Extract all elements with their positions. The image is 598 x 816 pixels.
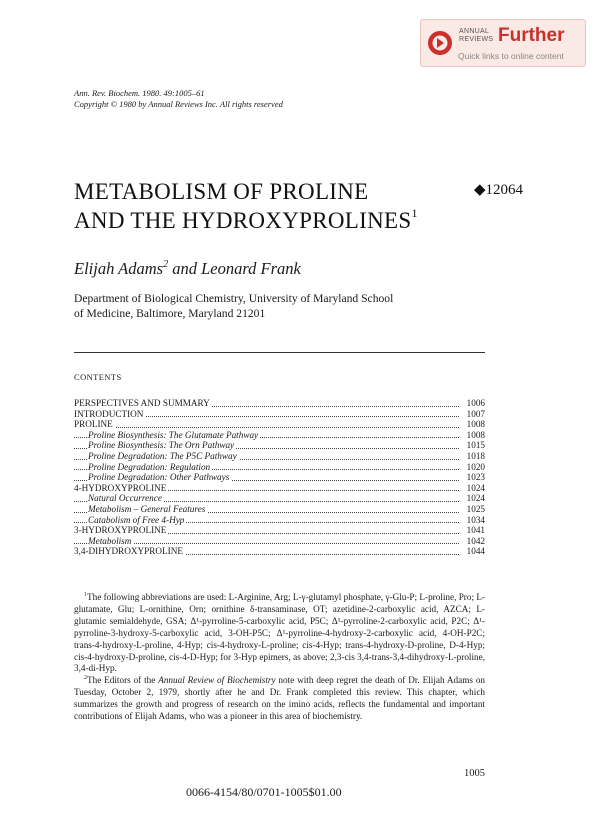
toc-entry-label: 3-HYDROXYPROLINE — [74, 525, 167, 536]
toc-entry-label: 4-HYDROXYPROLINE — [74, 482, 167, 493]
divider-rule — [74, 352, 485, 353]
toc-entry-page: 1007 — [459, 409, 485, 420]
footnote-2-text-end: note with deep regret the death of Dr. Elijah Adams on Tuesday, October 2, 1979, shortly after he and Dr. Frank completed this review. This chapter, which summarizes the growth and progress of research on the imino acids, reflects the fundamental and important contributions of Elijah Adams, who was a pioneer in this area of biochemistry. — [74, 675, 486, 722]
author-adams: Elijah Adams — [74, 259, 164, 278]
toc-entry-label: Catabolism of Free 4-Hyp — [88, 514, 185, 525]
toc-entry[interactable] — [74, 483, 485, 494]
toc-entry-page: 1008 — [459, 419, 485, 430]
toc-entry-page: 1008 — [459, 430, 485, 441]
toc-entry-label: Natural Occurrence — [88, 493, 162, 504]
title-line-1: METABOLISM OF PROLINE — [74, 179, 369, 204]
toc-entry-page: 1034 — [459, 515, 485, 526]
toc-entry[interactable] — [74, 440, 485, 451]
footer-code: 0066-4154/80/0701-1005$01.00 — [186, 785, 342, 799]
annual-reviews-wordmark — [459, 28, 493, 44]
toc-entry[interactable] — [74, 472, 485, 483]
citation-journal: Ann. Rev. Biochem. 1980. 49:1005–61 — [74, 88, 205, 98]
affiliation-line-2: of Medicine, Baltimore, Maryland 21201 — [74, 306, 266, 320]
further-tagline: Quick links to online content — [458, 51, 564, 61]
toc-entry-label: Proline Degradation: The P5C Pathway — [88, 450, 237, 461]
toc-entry-page: 1006 — [459, 398, 485, 409]
toc-entry-page: 1042 — [459, 536, 485, 547]
author-frank: Leonard Frank — [201, 259, 301, 278]
footnote-2-journal: Annual Review of Biochemistry — [158, 675, 276, 686]
toc-entry[interactable] — [74, 536, 485, 547]
toc-entry-label: Metabolism — [88, 535, 132, 546]
toc-entry[interactable] — [74, 451, 485, 462]
toc-entry-label: INTRODUCTION — [74, 408, 144, 419]
toc-entry-page: 1025 — [459, 504, 485, 515]
further-label: Further — [498, 25, 565, 46]
toc-entry[interactable] — [74, 525, 485, 536]
toc-entry-label: PERSPECTIVES AND SUMMARY — [74, 398, 210, 408]
footnote-2-mark: 2 — [84, 675, 87, 682]
author-conjunction: and — [168, 259, 202, 278]
toc-entry-page: 1015 — [459, 440, 485, 451]
toc-entry-page: 1041 — [459, 525, 485, 536]
footnotes — [74, 592, 485, 723]
footnote-2-text-start: The Editors of the — [87, 675, 159, 686]
reviews-label: REVIEWS — [459, 36, 494, 43]
page-number: 1005 — [464, 768, 485, 779]
article-title — [74, 177, 418, 235]
citation-copyright: Copyright © 1980 by Annual Reviews Inc. All rights reserved — [74, 99, 283, 109]
toc-entry-page: 1018 — [459, 451, 485, 462]
toc-entry[interactable] — [74, 504, 485, 515]
toc-entry-label: Proline Biosynthesis: The Orn Pathway — [88, 440, 235, 451]
toc-entry-label: Proline Degradation: Regulation — [88, 461, 211, 472]
toc-entry-label: Metabolism – General Features — [88, 503, 206, 514]
toc-leader-dots — [74, 427, 459, 428]
title-line-2-text: AND THE HYDROXYPROLINES — [74, 208, 412, 233]
annual-label: ANNUAL — [459, 28, 490, 35]
toc-entry-label: Proline Degradation: Other Pathways — [88, 472, 230, 483]
toc-entry[interactable] — [74, 462, 485, 473]
annual-reviews-logo-icon — [427, 30, 453, 56]
title-footnote-mark[interactable]: 1 — [411, 206, 418, 220]
toc-entry[interactable] — [74, 515, 485, 526]
affiliation — [74, 292, 393, 321]
reference-number: ◆12064 — [474, 182, 524, 198]
toc-entry-page: 1024 — [459, 493, 485, 504]
title-line-2 — [74, 206, 418, 235]
footnote-2 — [74, 675, 485, 723]
toc-entry-page: 1044 — [459, 546, 485, 557]
toc-entry[interactable] — [74, 419, 485, 430]
footnote-1 — [74, 592, 485, 675]
toc-entry-label: Proline Biosynthesis: The Glutamate Pathway — [88, 429, 259, 440]
toc-entry-page: 1020 — [459, 462, 485, 473]
contents-heading: CONTENTS — [74, 372, 122, 382]
footnote-1-mark: 1 — [84, 592, 87, 598]
toc-entry-page: 1023 — [459, 472, 485, 483]
citation-block — [74, 88, 283, 110]
toc-entry[interactable] — [74, 493, 485, 504]
affiliation-line-1: Department of Biological Chemistry, University of Maryland School — [74, 292, 394, 305]
toc-entry[interactable] — [74, 546, 485, 557]
author-footnote-mark[interactable]: 2 — [163, 259, 169, 270]
toc-entry[interactable] — [74, 430, 485, 441]
footnote-1-text: The following abbreviations are used: L-Arginine, Arg; L-γ-glutamyl phosphate, γ-Glu-P; L-proline, Pro; L-glutamate, Glu; L-ornithine, Orn; ornithine δ-transaminase, OT; azetidine-2-carboxylic acid, AZCA; L-glutamic semialdehyde, GSA; Δ¹-pyrroline-5-carboxylic acid, P5C; Δ¹-pyrroline-2-carboxylic acid, P2C; Δ¹-pyrroline-3-hydroxy-5-carboxylic acid, 3-OH-P5C; Δ¹-pyrroline-4-hydroxy-2-carboxylic acid, 4-OH-P2C; trans-4-hydroxy-L-proline, 4-Hyp; cis-4-hydroxy-L-proline; cis-4-Hyp; trans-4-hydroxy-D-proline, D-4-Hyp; cis-4-hydroxy-D-proline, cis-4-D-Hyp; for 3-Hyp epimers, as above; 2,3-cis 3,4-trans-3,4-dihydroxy-L-proline, 3,4-di-Hyp. — [74, 592, 485, 674]
toc-entry[interactable] — [74, 398, 485, 409]
table-of-contents — [74, 398, 485, 557]
toc-entry-label: 3,4-DIHYDROXYPROLINE — [74, 546, 183, 557]
toc-entry[interactable] — [74, 409, 485, 420]
annual-reviews-further-link[interactable] — [420, 19, 586, 67]
toc-entry-page: 1024 — [459, 483, 485, 494]
author-line — [74, 259, 301, 279]
toc-entry-label: PROLINE — [74, 419, 113, 430]
